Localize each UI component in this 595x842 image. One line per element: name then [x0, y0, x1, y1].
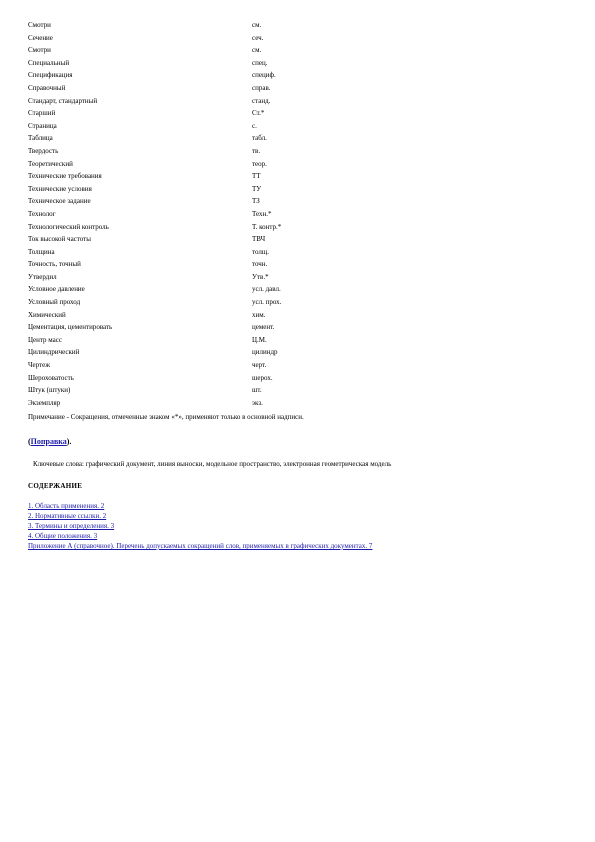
abbreviation-term: Стандарт, стандартный — [28, 96, 98, 105]
abbreviation-short: ТУ — [252, 184, 262, 193]
abbreviation-term: Чертеж — [28, 361, 51, 370]
abbreviation-row — [28, 120, 568, 133]
abbreviation-term: Смотри — [28, 21, 51, 29]
abbreviations-table-body — [28, 19, 568, 409]
abbreviation-row — [28, 132, 568, 145]
toc-item — [28, 521, 372, 531]
abbreviation-term: Таблица — [28, 134, 53, 143]
abbreviation-short: Техн.* — [252, 209, 272, 218]
abbreviation-row — [28, 309, 568, 322]
abbreviation-short: с. — [252, 121, 257, 130]
abbreviation-row — [28, 321, 568, 334]
toc-link-scope[interactable]: 1. Область применения. 2 — [28, 502, 105, 510]
abbreviation-term: Теоретический — [28, 159, 73, 168]
abbreviation-short: точн. — [252, 260, 268, 269]
abbreviation-term: Смотри — [28, 46, 51, 55]
keywords-line: Ключевые слова: графический документ, линия выноски, модельное пространство, электронная геометрическая модель — [33, 460, 392, 468]
abbreviation-row — [28, 233, 568, 246]
abbreviation-short: черт. — [252, 361, 267, 370]
abbreviation-short: тв. — [252, 146, 261, 155]
abbreviation-row — [28, 258, 568, 271]
abbreviation-row — [28, 145, 568, 158]
abbreviation-row — [28, 95, 568, 108]
abbreviation-row — [28, 32, 568, 45]
abbreviation-term: Толщина — [28, 247, 55, 256]
abbreviation-row — [28, 44, 568, 57]
abbreviation-short: см. — [252, 46, 262, 55]
abbreviation-term: Старший — [28, 109, 56, 118]
abbreviation-short: толщ. — [252, 247, 270, 256]
abbreviation-short: усл. давл. — [252, 285, 281, 294]
abbreviation-row — [28, 346, 568, 359]
table-of-contents — [28, 501, 372, 551]
abbreviation-short: спец. — [252, 58, 268, 67]
abbreviation-short: Ц.М. — [252, 335, 267, 344]
toc-item — [28, 541, 372, 551]
abbreviation-term: Цементация, цементировать — [28, 323, 113, 332]
abbreviation-term: Шероховатость — [28, 373, 74, 382]
abbreviation-short: цилиндр — [252, 348, 278, 357]
abbreviation-short: цемент. — [252, 323, 275, 332]
abbreviation-term: Химический — [28, 310, 66, 319]
abbreviation-term: Спецификация — [28, 71, 73, 80]
abbreviation-term: Сечение — [28, 33, 53, 42]
toc-link-general-provisions[interactable]: 4. Общие положения. 3 — [28, 532, 98, 540]
abbreviation-term: Твердость — [28, 146, 59, 155]
abbreviation-short: ТЗ — [252, 197, 260, 206]
abbreviation-row — [28, 19, 568, 32]
abbreviation-row — [28, 170, 568, 183]
abbreviation-short: Т. контр.* — [252, 222, 282, 231]
abbreviation-term: Специальный — [28, 58, 70, 67]
abbreviation-term: Страница — [28, 121, 57, 130]
abbreviation-row — [28, 82, 568, 95]
abbreviation-term: Технолог — [28, 209, 56, 218]
abbreviation-row — [28, 57, 568, 70]
abbreviation-short: справ. — [252, 83, 271, 92]
abbreviation-short: ТТ — [252, 172, 261, 181]
abbreviation-row — [28, 208, 568, 221]
abbreviation-term: Технологический контроль — [28, 222, 109, 231]
abbreviation-row — [28, 296, 568, 309]
abbreviation-term: Центр масс — [28, 335, 63, 344]
abbreviation-row — [28, 183, 568, 196]
toc-heading: СОДЕРЖАНИЕ — [28, 482, 83, 490]
abbreviation-row — [28, 246, 568, 259]
toc-link-appendix-a[interactable]: Приложение А (справочное). Перечень допускаемых сокращений слов, применяемых в графических документах. 7 — [28, 542, 373, 550]
amendment-close: ). — [66, 437, 72, 446]
abbreviation-term: Ток высокой частоты — [28, 235, 91, 244]
abbreviation-row — [28, 158, 568, 171]
abbreviation-term: Условное давление — [28, 285, 85, 294]
toc-item — [28, 511, 372, 521]
abbreviation-short: хим. — [252, 310, 266, 319]
abbreviation-row — [28, 372, 568, 385]
toc-item — [28, 531, 372, 541]
abbreviation-short: табл. — [252, 134, 267, 143]
toc-link-normative-references[interactable]: 2. Нормативные ссылки. 2 — [28, 512, 107, 520]
abbreviation-term: Технические требования — [28, 172, 102, 181]
abbreviation-short: Утв.* — [252, 272, 269, 281]
abbreviation-term: Точность, точный — [28, 260, 81, 269]
abbreviation-short: теор. — [252, 159, 267, 168]
abbreviation-term: Условный проход — [28, 298, 81, 307]
abbreviation-term: Справочный — [28, 83, 66, 92]
abbreviation-row — [28, 334, 568, 347]
abbreviation-short: шт. — [252, 386, 262, 395]
abbreviation-row — [28, 195, 568, 208]
abbreviation-term: Технические условия — [28, 184, 92, 193]
amendment-open: ( — [28, 437, 31, 446]
abbreviation-short: усл. прох. — [252, 298, 282, 307]
abbreviation-term: Цилиндрический — [28, 348, 80, 357]
abbreviation-row — [28, 221, 568, 234]
abbreviation-short: экз. — [252, 398, 263, 407]
abbreviation-short: Ст.* — [252, 109, 265, 118]
abbreviation-short: специф. — [252, 71, 276, 80]
amendment-link[interactable]: Поправка — [30, 437, 67, 446]
abbreviation-term: Штук (штуки) — [28, 386, 71, 395]
abbreviation-row — [28, 69, 568, 82]
abbreviations-note: Примечание - Сокращения, отмеченные знаком «*», применяют только в основной надписи. — [28, 413, 304, 421]
abbreviation-short: шерох. — [252, 373, 273, 382]
abbreviation-short: сеч. — [252, 33, 264, 42]
abbreviation-short: станд. — [252, 96, 271, 105]
abbreviation-term: Техническое задание — [28, 197, 91, 206]
toc-item — [28, 501, 372, 511]
abbreviation-short: см. — [252, 21, 262, 29]
abbreviation-row — [28, 283, 568, 296]
amendment-line — [28, 437, 71, 446]
abbreviation-term: Экземпляр — [28, 398, 61, 407]
toc-link-terms-definitions[interactable]: 3. Термины и определения. 3 — [28, 522, 115, 530]
abbreviation-term: Утвердил — [28, 272, 57, 281]
abbreviation-row — [28, 271, 568, 284]
abbreviation-short: ТВЧ — [252, 235, 266, 244]
abbreviations-table — [28, 19, 568, 409]
abbreviation-row — [28, 384, 568, 397]
abbreviation-row — [28, 107, 568, 120]
abbreviation-row — [28, 397, 568, 410]
abbreviation-row — [28, 359, 568, 372]
